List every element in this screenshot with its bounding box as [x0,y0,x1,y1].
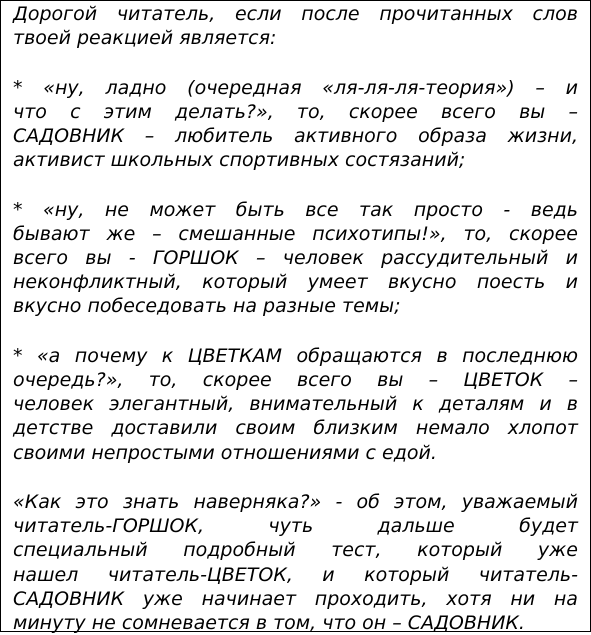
text-line: * «ну, не может быть все так просто - ведь [13,198,578,221]
text-line: неконфликтный, который умеет вкусно поесть и [13,271,578,294]
text-line: бывают же – смешанные психотипы!», то, скорее [13,222,578,245]
text-line: «Как это знать наверняка?» - об этом, уважаемый [13,491,578,513]
text-line: нашел читатель-ЦВЕТОК, и который читатель- [13,563,578,586]
text-line: САДОВНИК уже начинает проходить, хотя ни на [13,587,578,610]
pot-paragraph [13,197,578,319]
text-line: человек элегантный, внимательный к деталям и в [13,393,578,416]
flower-paragraph [13,343,578,465]
test-paragraph [13,489,578,635]
text-line: * «ну, ладно (очередная «ля-ля-ля-теория») – и [13,76,578,99]
text-line: очередь?», то, скорее всего вы – ЦВЕТОК – [13,369,578,391]
text-line: активист школьных спортивных состязаний; [13,149,466,172]
text-line: САДОВНИК – любитель активного образа жизни, [13,125,578,147]
text-line: что с этим делать?», то, скорее всего вы – [13,100,578,123]
text-line: минуту не сомневается в том, что он – САДОВНИК. [13,612,525,635]
text-line: читатель-ГОРШОК, чуть дальше будет [13,515,578,538]
text-line: всего вы - ГОРШОК – человек рассудительный и [13,247,578,269]
text-line: вкусно побеседовать на разные темы; [13,295,401,318]
intro-paragraph [13,1,578,50]
text-line: твоей реакцией является: [13,27,277,50]
text-line: детстве доставили своим близким немало хлопот [13,417,578,440]
text-line: Дорогой читатель, если после прочитанных слов [13,3,578,25]
text-line: своими непростыми отношениями с едой. [13,441,437,464]
text-line: * «а почему к ЦВЕТКАМ обращаются в последнюю [13,344,578,367]
text-line: специальный подробный тест, который уже [13,539,578,562]
gardener-paragraph [13,75,578,173]
